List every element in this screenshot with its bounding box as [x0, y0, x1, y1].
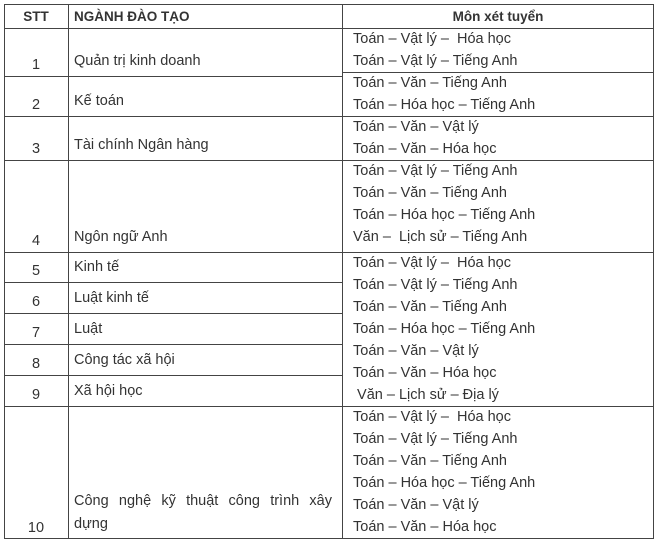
nganh-cell: Luật	[74, 321, 103, 337]
mon-line: Toán – Hóa học – Tiếng Anh	[353, 97, 536, 113]
stt-cell: 1	[31, 57, 41, 73]
row-divider	[4, 344, 342, 345]
mon-line: Toán – Văn – Tiếng Anh	[353, 75, 507, 91]
mon-line: Toán – Hóa học – Tiếng Anh	[353, 321, 536, 337]
nganh-cell: Quản trị kinh doanh	[74, 53, 201, 69]
row-divider	[4, 76, 342, 77]
group-divider	[342, 252, 654, 253]
stt-cell: 2	[31, 97, 41, 113]
mon-line: Toán – Văn – Tiếng Anh	[353, 453, 507, 469]
column-divider	[4, 4, 5, 539]
row-divider	[4, 160, 342, 161]
mon-line: Toán – Văn – Vật lý	[353, 119, 479, 135]
row-divider	[4, 313, 342, 314]
group-divider	[342, 72, 654, 73]
nganh-cell: Kinh tế	[74, 259, 120, 275]
row-divider	[4, 252, 342, 253]
mon-line: Văn – Lịch sử – Địa lý	[353, 387, 499, 403]
mon-line: Toán – Hóa học – Tiếng Anh	[353, 207, 536, 223]
nganh-cell: Công nghệ kỹ thuật công trình xây dựng	[74, 493, 332, 532]
header-mon: Môn xét tuyển	[452, 8, 544, 24]
group-divider	[342, 160, 654, 161]
mon-line: Toán – Văn – Hóa học	[353, 365, 497, 381]
nganh-cell: Công tác xã hội	[74, 352, 175, 368]
mon-line: Toán – Vật lý – Hóa học	[353, 255, 511, 271]
mon-line: Toán – Văn – Vật lý	[353, 497, 479, 513]
mon-line: Toán – Vật lý – Tiếng Anh	[353, 431, 518, 447]
stt-cell: 9	[31, 387, 41, 403]
stt-cell: 7	[31, 325, 41, 341]
stt-cell: 4	[31, 233, 41, 249]
nganh-cell: Tài chính Ngân hàng	[74, 137, 209, 153]
header-nganh: NGÀNH ĐÀO TẠO	[74, 8, 190, 24]
row-divider	[4, 116, 342, 117]
nganh-cell: Luật kinh tế	[74, 290, 149, 306]
mon-line: Toán – Vật lý – Tiếng Anh	[353, 163, 518, 179]
nganh-cell: Ngôn ngữ Anh	[74, 229, 168, 245]
mon-line: Toán – Vật lý – Hóa học	[353, 31, 511, 47]
mon-line: Toán – Vật lý – Tiếng Anh	[353, 277, 518, 293]
group-divider	[342, 116, 654, 117]
mon-line: Toán – Vật lý – Hóa học	[353, 409, 511, 425]
mon-line: Toán – Văn – Tiếng Anh	[353, 185, 507, 201]
mon-line: Toán – Văn – Tiếng Anh	[353, 299, 507, 315]
stt-cell: 5	[31, 263, 41, 279]
mon-line: Toán – Vật lý – Tiếng Anh	[353, 53, 518, 69]
stt-cell: 10	[27, 520, 45, 536]
mon-line: Toán – Văn – Vật lý	[353, 343, 479, 359]
row-divider	[4, 375, 342, 376]
nganh-cell: Xã hội học	[74, 383, 143, 399]
column-divider	[68, 4, 69, 539]
row-divider	[4, 406, 342, 407]
column-divider	[342, 4, 343, 539]
stt-cell: 6	[31, 294, 41, 310]
column-divider	[653, 4, 654, 539]
table-border-top	[4, 4, 654, 5]
mon-line: Toán – Hóa học – Tiếng Anh	[353, 475, 536, 491]
stt-cell: 8	[31, 356, 41, 372]
stt-cell: 3	[31, 141, 41, 157]
nganh-cell: Kế toán	[74, 93, 124, 109]
mon-line: Toán – Văn – Hóa học	[353, 519, 497, 535]
mon-line: Toán – Văn – Hóa học	[353, 141, 497, 157]
admission-table	[4, 4, 654, 539]
row-divider	[4, 282, 342, 283]
table-border-bottom	[4, 538, 654, 539]
group-divider	[342, 406, 654, 407]
header-stt: STT	[23, 8, 49, 24]
mon-line: Văn – Lịch sử – Tiếng Anh	[353, 229, 528, 245]
header-divider	[4, 28, 654, 29]
